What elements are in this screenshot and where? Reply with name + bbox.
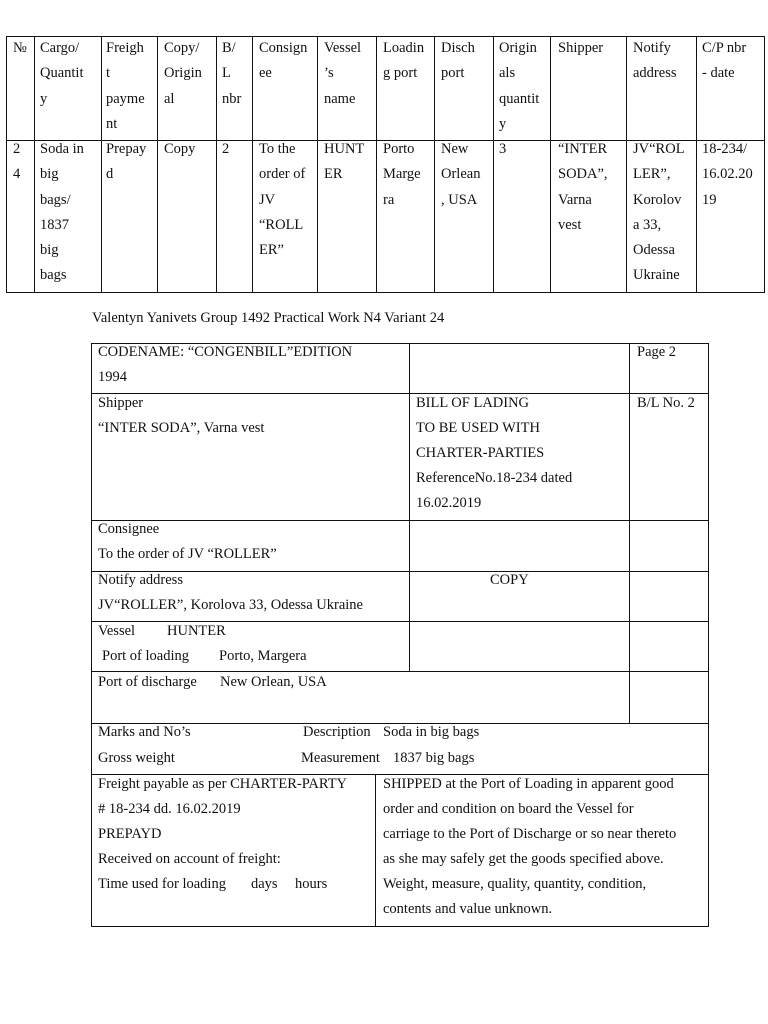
codename-line-2: 1994: [98, 369, 127, 385]
shipper-label: Shipper: [98, 395, 144, 411]
bol-title-2: TO BE USED WITH: [416, 420, 540, 436]
cell-cargo: Soda in big bags/ 1837 big bags: [40, 141, 84, 284]
header-cargo: Cargo/ Quantit y: [40, 40, 84, 107]
codename-line-1: CODENAME: “CONGENBILL”EDITION: [98, 344, 353, 360]
shipped-clause-3: carriage to the Port of Discharge or so near thereto: [383, 826, 677, 842]
measurement-label: Measurement: [301, 750, 380, 766]
measurement-value: 1837 big bags: [393, 750, 475, 766]
bl-number: B/L No. 2: [637, 395, 695, 411]
time-loading-label: Time used for loading: [98, 876, 226, 892]
cell-originals: 3: [499, 141, 507, 157]
bol-title-1: BILL OF LADING: [416, 395, 530, 411]
header-number: №: [13, 40, 27, 56]
copy-mark: COPY: [490, 572, 529, 588]
header-originals: Origin als quantit y: [499, 40, 540, 132]
caption: Valentyn Yanivets Group 1492 Practical Work N4 Variant 24: [92, 310, 445, 326]
header-bl: B/ L nbr: [222, 40, 242, 107]
cell-bl: 2: [222, 141, 230, 157]
bol-reference-date: 16.02.2019: [416, 495, 482, 511]
description-label: Description: [303, 724, 371, 740]
shipper-value: “INTER SODA”, Varna vest: [98, 420, 265, 436]
header-vessel: Vessel ’s name: [324, 40, 362, 107]
cell-vessel: HUNT ER: [324, 141, 365, 183]
shipped-clause-2: order and condition on board the Vessel for: [383, 801, 634, 817]
freight-line-1: Freight payable as per CHARTER-PARTY: [98, 776, 348, 792]
description-value: Soda in big bags: [383, 724, 480, 740]
marks-label: Marks and No’s: [98, 724, 191, 740]
shipped-clause-6: contents and value unknown.: [383, 901, 553, 917]
freight-line-2: # 18-234 dd. 16.02.2019: [98, 801, 241, 817]
header-loading-port: Loadin g port: [383, 40, 425, 82]
header-cp: C/P nbr - date: [702, 40, 747, 82]
consignee-label: Consignee: [98, 521, 160, 537]
shipped-clause-4: as she may safely get the goods specified above.: [383, 851, 664, 867]
freight-received: Received on account of freight:: [98, 851, 281, 867]
cell-loading-port: Porto Marge ra: [383, 141, 421, 208]
page-number: Page 2: [637, 344, 677, 360]
vessel-value: HUNTER: [167, 623, 226, 639]
cell-shipper: “INTER SODA”, Varna vest: [558, 141, 608, 233]
cell-disch-port: New Orlean , USA: [441, 141, 481, 208]
port-loading-label: Port of loading: [102, 648, 189, 664]
vessel-label: Vessel: [98, 623, 136, 639]
freight-prepaid: PREPAYD: [98, 826, 162, 842]
time-days-label: days: [251, 876, 278, 892]
port-discharge-value: New Orlean, USA: [220, 674, 327, 690]
cell-cp: 18-234/ 16.02.20 19: [702, 141, 753, 208]
port-discharge-label: Port of discharge: [98, 674, 197, 690]
bol-reference: ReferenceNo.18-234 dated: [416, 470, 573, 486]
shipped-clause-1: SHIPPED at the Port of Loading in apparent good: [383, 776, 674, 792]
cell-freight: Prepay d: [106, 141, 147, 183]
header-notify: Notify address: [633, 40, 677, 82]
header-shipper: Shipper: [558, 40, 604, 56]
time-hours-label: hours: [295, 876, 328, 892]
header-disch-port: Disch port: [441, 40, 475, 82]
cell-number: 2 4: [13, 141, 21, 183]
gross-weight-label: Gross weight: [98, 750, 175, 766]
port-loading-value: Porto, Margera: [219, 648, 307, 664]
cell-consignee: To the order of JV “ROLL ER”: [259, 141, 306, 259]
header-freight: Freigh t payme nt: [106, 40, 145, 132]
header-consignee: Consign ee: [259, 40, 308, 82]
notify-label: Notify address: [98, 572, 183, 588]
header-copy: Copy/ Origin al: [164, 40, 202, 107]
cell-copy: Copy: [164, 141, 196, 157]
shipped-clause-5: Weight, measure, quality, quantity, condition,: [383, 876, 647, 892]
consignee-value: To the order of JV “ROLLER”: [98, 546, 277, 562]
cell-notify: JV“ROL LER”, Korolov a 33, Odessa Ukraine: [633, 141, 685, 284]
bol-title-3: CHARTER-PARTIES: [416, 445, 545, 461]
notify-value: JV“ROLLER”, Korolova 33, Odessa Ukraine: [98, 597, 363, 613]
